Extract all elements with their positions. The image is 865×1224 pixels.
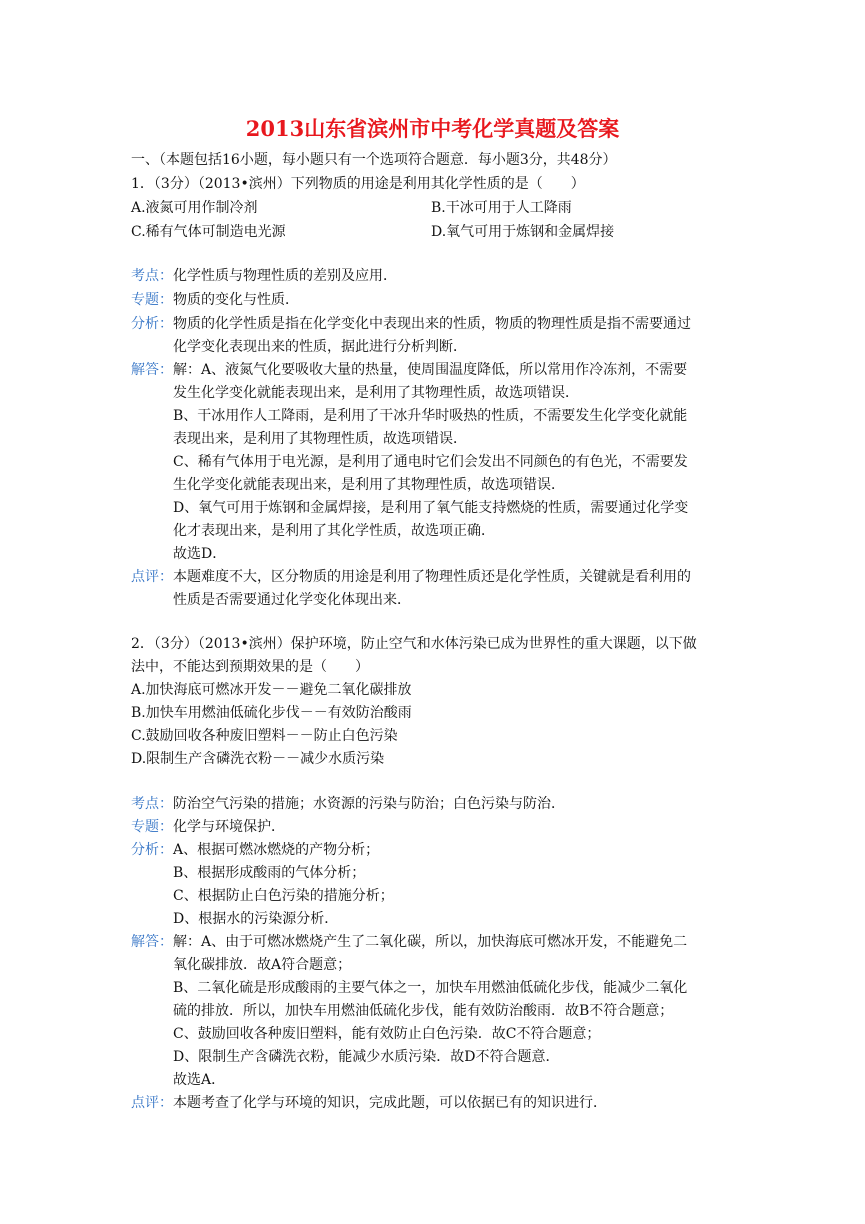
- q2-option-d: D.限制生产含磷洗衣粉－－减少水质污染: [131, 751, 385, 767]
- q1-kaodian-label: 考点：: [131, 268, 173, 284]
- q2-jieda-label: 解答：: [131, 934, 173, 950]
- q2-jieda-line: B、二氧化硫是形成酸雨的主要气体之一，加快车用燃油低硫化步伐，能减少二氧化: [173, 980, 688, 996]
- q1-option-d: D.氧气可用于炼钢和金属焊接: [431, 224, 615, 240]
- q1-kaodian-text: 化学性质与物理性质的差别及应用．: [173, 268, 397, 284]
- q1-jieda-line: 表现出来，是利用了其物理性质，故选项错误．: [173, 431, 467, 447]
- q2-jieda-line: D、限制生产含磷洗衣粉，能减少水质污染．故D不符合题意．: [173, 1049, 560, 1065]
- q2-jieda-line: 硫的排放．所以，加快车用燃油低硫化步伐，能有效防治酸雨．故B不符合题意；: [173, 1003, 674, 1019]
- q2-fenxi-line: C、根据防止白色污染的措施分析；: [173, 888, 394, 904]
- q2-zhuanti-text: 化学与环境保护．: [173, 819, 285, 835]
- q1-option-b: B.干冰可用于人工降雨: [431, 200, 572, 216]
- q2-fenxi-line: D、根据水的污染源分析．: [173, 911, 339, 927]
- q1-jieda-line: 生化学变化就能表现出来，是利用了其物理性质，故选项错误．: [173, 477, 565, 493]
- q1-option-a: A.液氮可用作制冷剂: [131, 200, 258, 216]
- q2-answer: 故选A．: [173, 1072, 226, 1088]
- q1-answer: 故选D．: [173, 546, 227, 562]
- q1-zhuanti-text: 物质的变化与性质．: [173, 292, 299, 308]
- q1-jieda-line: C、稀有气体用于电光源，是利用了通电时它们会发出不同颜色的有色光，不需要发: [173, 454, 688, 470]
- q2-stem: 法中，不能达到预期效果的是（ ）: [131, 659, 369, 675]
- q2-jieda-line: C、鼓励回收各种废旧塑料，能有效防止白色污染．故C不符合题意；: [173, 1026, 601, 1042]
- q1-option-c: C.稀有气体可制造电光源: [131, 224, 286, 240]
- q1-jieda-line: 化才表现出来，是利用了其化学性质，故选项正确．: [173, 523, 495, 539]
- q2-zhuanti-label: 专题：: [131, 819, 173, 835]
- q2-dianping-line: 本题考查了化学与环境的知识，完成此题，可以依据已有的知识进行．: [173, 1095, 607, 1111]
- q2-option-b: B.加快车用燃油低硫化步伐－－有效防治酸雨: [131, 705, 412, 721]
- q1-dianping-line: 本题难度不大，区分物质的用途是利用了物理性质还是化学性质，关键就是看利用的: [173, 569, 691, 585]
- q1-jieda-line: B、干冰用作人工降雨，是利用了干冰升华时吸热的性质，不需要发生化学变化就能: [173, 408, 688, 424]
- q1-dianping-label: 点评：: [131, 569, 173, 585]
- q1-fenxi-line: 化学变化表现出来的性质，据此进行分析判断．: [173, 339, 467, 355]
- q2-stem: 2．（3分）（2013•滨州）保护环境，防止空气和水体污染已成为世界性的重大课题，以下做: [131, 636, 697, 652]
- q1-zhuanti-label: 专题：: [131, 292, 173, 308]
- q2-kaodian-text: 防治空气污染的措施；水资源的污染与防治；白色污染与防治．: [173, 796, 565, 812]
- q2-kaodian-label: 考点：: [131, 796, 173, 812]
- q2-dianping-label: 点评：: [131, 1095, 173, 1111]
- q2-jieda-line: 解：A、由于可燃冰燃烧产生了二氧化碳，所以，加快海底可燃冰开发，不能避免二: [173, 934, 688, 950]
- q2-fenxi-line: B、根据形成酸雨的气体分析；: [173, 865, 366, 881]
- q2-fenxi-line: A、根据可燃冰燃烧的产物分析；: [173, 842, 380, 858]
- q1-jieda-label: 解答：: [131, 362, 173, 378]
- q2-jieda-line: 氧化碳排放．故A符合题意；: [173, 957, 352, 973]
- q1-stem: 1．（3分）（2013•滨州）下列物质的用途是利用其化学性质的是（ ）: [131, 176, 585, 192]
- q1-jieda-line: D、氧气可用于炼钢和金属焊接，是利用了氧气能支持燃烧的性质，需要通过化学变: [173, 500, 689, 516]
- q1-fenxi-line: 物质的化学性质是指在化学变化中表现出来的性质，物质的物理性质是指不需要通过: [173, 316, 691, 332]
- page-title: 2013山东省滨州市中考化学真题及答案: [245, 116, 620, 141]
- q1-jieda-line: 解：A、液氮气化要吸收大量的热量，使周围温度降低，所以常用作冷冻剂，不需要: [173, 362, 688, 378]
- q2-option-a: A.加快海底可燃冰开发－－避免二氧化碳排放: [131, 682, 412, 698]
- q2-option-c: C.鼓励回收各种废旧塑料－－防止白色污染: [131, 728, 398, 744]
- q2-fenxi-label: 分析：: [131, 842, 173, 858]
- q1-fenxi-label: 分析：: [131, 316, 173, 332]
- section-heading: 一、（本题包括16小题，每小题只有一个选项符合题意．每小题3分，共48分）: [131, 152, 617, 168]
- q1-dianping-line: 性质是否需要通过化学变化体现出来．: [173, 592, 411, 608]
- q1-jieda-line: 发生化学变化就能表现出来，是利用了其物理性质，故选项错误．: [173, 385, 579, 401]
